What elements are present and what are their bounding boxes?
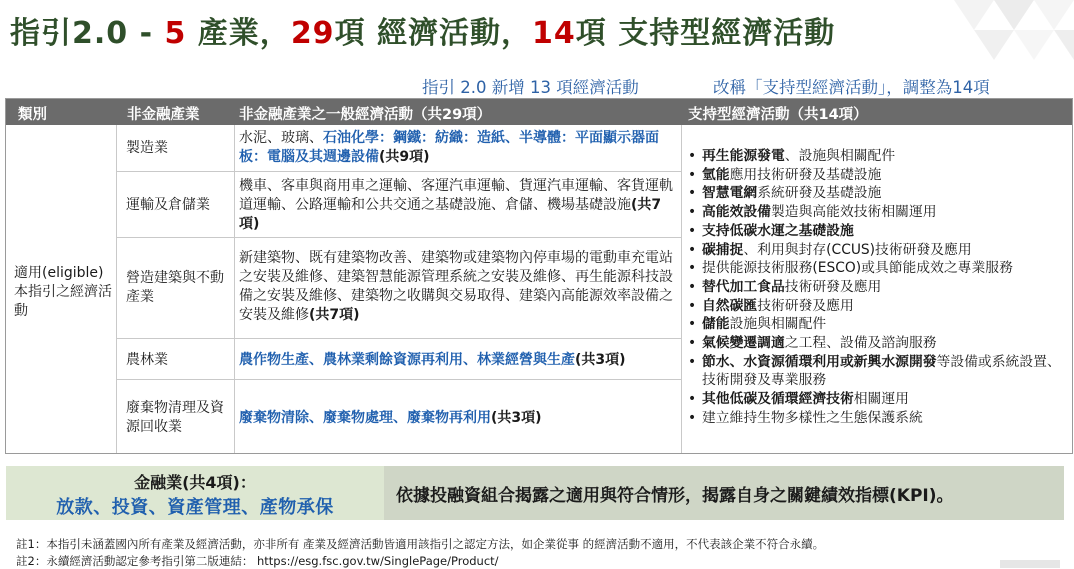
supportive-activity-text: 製造與高能效技術相關運用	[770, 204, 937, 221]
header-supportive-activities: 支持型經濟活動（共14項）	[688, 107, 868, 123]
column-divider	[234, 125, 235, 454]
supportive-activity-keyword: 碳捕捉	[702, 241, 744, 258]
supportive-activity-keyword: 節水、水資源循環利用或新興水源開發	[702, 353, 937, 370]
activity-text: 新建築物、既有建築物改善、建築物或建築物內停車場的電動車充電站之安裝及維修、建築智慧能源管理系統之安裝及維修、再生能源科技設備之安裝及維修、建築物之收購與交易取得、建築內高能源效率設備之安裝及維修	[239, 250, 673, 323]
supportive-activity-keyword: 替代加工食品	[702, 278, 785, 295]
industry-transport: 運輸及倉儲業	[126, 197, 210, 213]
table-header	[6, 99, 1072, 125]
title-part: 指引2.0 -	[10, 16, 165, 51]
activity-count: (共7項)	[239, 197, 662, 232]
column-divider	[116, 125, 117, 454]
supportive-activity-item	[686, 222, 1070, 241]
activity-text: 機車、客車與商用車之運輸、客運汽車運輸、貨運汽車運輸、客貨運軌道運輸、公路運輸和公共交通之基礎設施、倉儲、機場基礎設施	[239, 178, 673, 213]
note-1: 註1：本指引未涵蓋國內所有產業及經濟活動，亦非所有 產業及經濟活動皆適用該指引之認定方法，如企業從事 的經濟活動不適用，不代表該企業不符合永續。	[16, 537, 825, 551]
industry-manufacturing: 製造業	[126, 140, 168, 156]
supportive-activity-item	[686, 166, 1070, 185]
supportive-activity-keyword: 氣候變遷調適	[702, 335, 785, 352]
supportive-activity-item	[686, 297, 1070, 316]
activity-highlight: 廢棄物清除、廢棄物處理、廢棄物再利用	[239, 410, 491, 426]
supportive-activity-item	[686, 203, 1070, 222]
supportive-activity-item	[686, 315, 1070, 334]
supportive-activity-item	[686, 241, 1070, 260]
decorative-corner-pattern	[954, 0, 1074, 70]
title-part: 產業，	[186, 16, 291, 51]
row-divider	[116, 237, 681, 238]
note-2: 註2：永續經濟活動認定參考指引第二版連結： https://esg.fsc.gov.tw/SinglePage/Product/	[16, 554, 499, 568]
finance-industry-box	[6, 466, 384, 520]
supportive-activities-cell	[686, 147, 1070, 428]
supportive-activity-text: 建立維持生物多樣性之生態保護系統	[702, 409, 923, 426]
industry-waste: 廢棄物清理及資源回收業	[126, 400, 224, 435]
supportive-activity-text: 、設施與相關配件	[784, 148, 896, 164]
supportive-activity-text: 系統研發及基礎設施	[757, 185, 882, 202]
industry-construction: 營造建築與不動產業	[126, 270, 224, 305]
activities-agriculture	[239, 351, 675, 370]
title-number: 29	[290, 16, 335, 51]
activities-transport	[239, 177, 675, 234]
page-title	[10, 8, 910, 58]
title-number: 5	[164, 16, 187, 51]
activities-waste	[239, 409, 675, 428]
supportive-activity-text: 應用技術研發及基礎設施	[729, 166, 882, 183]
supportive-activity-keyword: 智慧電網	[702, 185, 758, 202]
industry-agriculture: 農林業	[126, 352, 168, 368]
supportive-activity-text: 技術研發及應用	[784, 278, 882, 295]
row-divider	[116, 379, 681, 380]
activity-text: 水泥、玻璃、	[239, 130, 323, 146]
supportive-activity-text: 之工程、設備及諮詢服務	[784, 335, 937, 352]
row-divider	[116, 338, 681, 339]
activity-count: (共7項)	[309, 307, 360, 323]
supportive-activity-keyword: 氫能	[702, 166, 730, 183]
supportive-activity-keyword: 再生能源發電	[702, 148, 785, 164]
finance-statement: 依據投融資組合揭露之適用與符合情形，揭露自身之關鍵績效指標(KPI)。	[384, 466, 1064, 520]
activities-table	[5, 98, 1073, 454]
supportive-activity-keyword: 支持低碳水運之基礎設施	[702, 222, 854, 239]
supportive-activity-text: 等設備或系統設置、技術開發及專業服務	[702, 353, 1061, 389]
supportive-activity-item	[686, 390, 1070, 409]
activity-highlight: 農作物生產、農林業剩餘資源再利用、林業經營與生產	[239, 352, 575, 368]
supportive-activity-item	[686, 278, 1070, 297]
title-part: 項 經濟活動，	[334, 16, 533, 51]
supportive-activity-item	[686, 259, 1070, 278]
activity-count: (共9項)	[379, 149, 430, 165]
category-cell: 適用(eligible)本指引之經濟活動	[14, 265, 112, 319]
supportive-activity-item	[686, 409, 1070, 428]
title-number: 14	[532, 16, 576, 51]
column-divider	[681, 125, 682, 454]
page-indicator	[1000, 560, 1060, 568]
supportive-activity-keyword: 高能效設備	[702, 204, 771, 221]
supportive-activity-text: 技術研發及應用	[757, 297, 854, 314]
supportive-activity-keyword: 其他低碳及循環經濟技術	[702, 391, 854, 408]
header-general-activities: 非金融產業之一般經濟活動（共29項）	[239, 107, 492, 123]
title-part: 項 支持型經濟活動	[575, 16, 836, 51]
supportive-activity-item	[686, 184, 1070, 203]
supportive-activity-item	[686, 334, 1070, 353]
row-divider	[116, 171, 681, 172]
header-category: 類別	[18, 107, 47, 123]
header-industry: 非金融產業	[127, 107, 200, 123]
activities-construction	[239, 249, 679, 325]
activity-highlight: 石油化學：鋼鐵：紡織：造紙、半導體：平面顯示器面板：電腦及其週邊設備	[239, 130, 659, 165]
finance-items: 放款、投資、資產管理、產物承保	[56, 497, 334, 518]
supportive-activity-item	[686, 353, 1070, 390]
supportive-activity-keyword: 自然碳匯	[702, 297, 758, 314]
supportive-activity-text: 相關運用	[853, 391, 909, 408]
supportive-activity-text: 、利用與封存(CCUS)技術研發及應用	[743, 241, 972, 258]
activities-manufacturing	[239, 129, 675, 167]
supportive-activity-item	[686, 147, 1070, 166]
supportive-activities-list	[686, 147, 1070, 428]
supportive-activity-text: 設施與相關配件	[729, 316, 827, 333]
supportive-activity-text: 提供能源技術服務(ESCO)或具節能成效之專業服務	[702, 260, 1013, 277]
activity-count: (共3項)	[491, 410, 542, 426]
supportive-activity-keyword: 儲能	[702, 316, 730, 333]
activity-count: (共3項)	[575, 352, 626, 368]
subtitle-new-activities: 指引 2.0 新增 13 項經濟活動	[422, 78, 639, 97]
subtitle-renamed: 改稱「支持型經濟活動」，調整為14項	[713, 78, 990, 97]
finance-label: 金融業(共4項)：	[134, 473, 256, 492]
